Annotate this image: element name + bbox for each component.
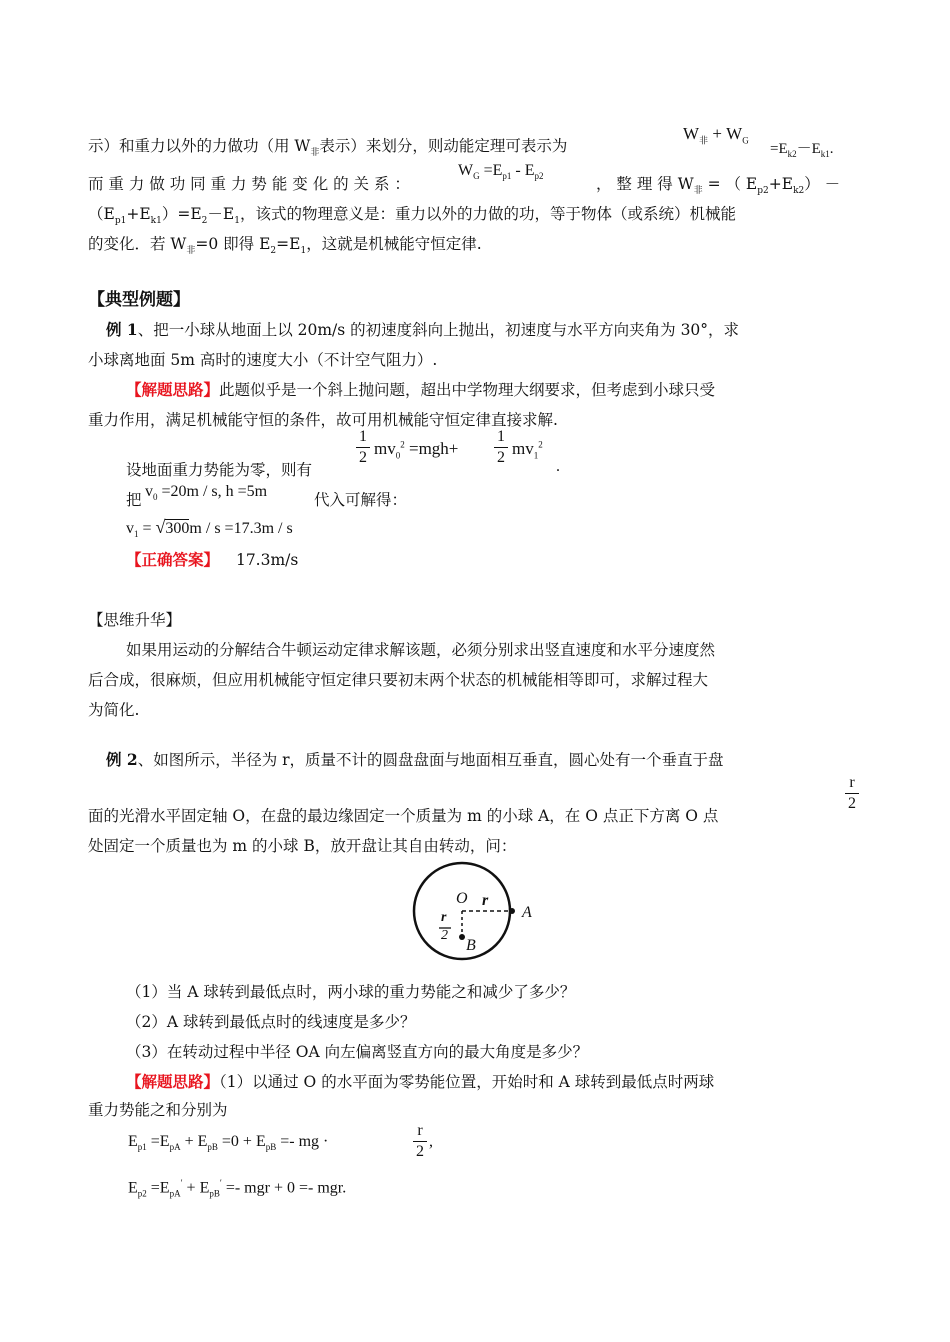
question-2: （2）A 球转到最低点时的线速度是多少？ bbox=[126, 1013, 416, 1031]
denominator: 2 bbox=[359, 449, 367, 466]
fraction-half-1 bbox=[356, 428, 370, 467]
numerator: r bbox=[849, 774, 855, 791]
prime: ′ bbox=[180, 1178, 183, 1188]
text: =20m / s, h =5m bbox=[157, 483, 268, 500]
subscript: 1 bbox=[134, 529, 139, 540]
radicand: 300 bbox=[165, 520, 190, 537]
subscript: 1 bbox=[300, 246, 307, 257]
text: mv bbox=[374, 439, 396, 458]
text: 、如图所示，半径为 r，质量不计的圆盘盘面与地面相互垂直，圆心处有一个垂直于盘 bbox=[137, 751, 724, 769]
subscript: 1 bbox=[533, 450, 539, 461]
text: 表示）来划分，则动能定理可表示为 bbox=[319, 137, 568, 155]
subscript: p1 bbox=[137, 1142, 147, 1153]
potential-energy-equation-1 bbox=[128, 1133, 328, 1152]
text: 示）和重力以外的力做功（用 W bbox=[88, 137, 311, 155]
text: =E bbox=[276, 235, 301, 253]
example-2-line-1 bbox=[106, 750, 724, 770]
text: =mgh+ bbox=[408, 439, 459, 458]
subscript: pA bbox=[169, 1142, 181, 1153]
label-fraction-r: r bbox=[441, 910, 447, 925]
equation-work-energy bbox=[683, 124, 749, 146]
text: 的变化．若 W bbox=[88, 235, 187, 253]
sublimation-line-3: 为简化. bbox=[88, 701, 140, 719]
example-1-set-text: 设地面重力势能为零，则有 bbox=[126, 461, 313, 479]
answer-label: 【正确答案】 bbox=[126, 551, 220, 569]
text: E bbox=[128, 1133, 138, 1150]
text: ）=E bbox=[161, 205, 202, 223]
disk-diagram bbox=[406, 860, 534, 970]
subscript: p2 bbox=[534, 171, 544, 182]
text: + E bbox=[182, 1179, 210, 1197]
subscript: p1 bbox=[502, 171, 512, 182]
subscript: G bbox=[473, 171, 480, 182]
prime: ′ bbox=[219, 1178, 222, 1188]
text: =E bbox=[146, 1133, 170, 1150]
intro-line-1 bbox=[88, 136, 567, 163]
example-1-line-1 bbox=[106, 320, 739, 340]
example-2-idea-line-2: 重力势能之和分别为 bbox=[88, 1101, 228, 1119]
example-2-idea-line-1 bbox=[126, 1072, 714, 1092]
subscript: 非 bbox=[693, 186, 703, 197]
numerator: 1 bbox=[359, 428, 367, 445]
potential-energy-equation-2 bbox=[128, 1178, 346, 1199]
text: = （ E bbox=[707, 175, 758, 193]
subscript: p2 bbox=[137, 1188, 147, 1199]
example-1-idea-line-2: 重力作用，满足机械能守恒的条件，故可用机械能守恒定律直接求解. bbox=[88, 411, 558, 429]
subscript: pB bbox=[209, 1188, 220, 1199]
substitution-values bbox=[145, 483, 267, 502]
equation-gravity-work bbox=[458, 162, 544, 181]
text: E bbox=[128, 1179, 138, 1197]
text: 而 重 力 做 功 同 重 力 势 能 变 化 的 关 系 ： bbox=[88, 175, 410, 193]
subscript: 0 bbox=[153, 492, 158, 503]
text: （E bbox=[88, 205, 115, 223]
energy-equation bbox=[374, 439, 458, 460]
intro-line-2-tail bbox=[596, 174, 840, 201]
superscript: 2 bbox=[400, 439, 405, 450]
subscript: k1 bbox=[150, 216, 162, 227]
label-O: O bbox=[456, 890, 468, 907]
text: v bbox=[126, 520, 134, 537]
subscript: 非 bbox=[186, 246, 196, 257]
intro-line-4 bbox=[88, 234, 482, 261]
text: －E bbox=[207, 205, 235, 223]
sublimation-line-1: 如果用运动的分解结合牛顿运动定律求解该题，必须分别求出竖直速度和水平分速度然 bbox=[126, 641, 716, 659]
denominator: 2 bbox=[848, 795, 856, 812]
superscript: 2 bbox=[538, 439, 543, 450]
example-1-substitute bbox=[126, 490, 142, 510]
subscript: 2 bbox=[201, 216, 208, 227]
result-equation bbox=[126, 517, 293, 539]
example-2-line-3: 处固定一个质量也为 m 的小球 B，放开盘让其自由转动，问： bbox=[88, 837, 517, 855]
text: + W bbox=[712, 124, 743, 143]
text: ， 整 理 得 W bbox=[596, 175, 694, 193]
subscript: 非 bbox=[310, 148, 320, 159]
text: +E bbox=[768, 175, 794, 193]
intro-line-2 bbox=[88, 174, 410, 194]
subscript: pB bbox=[207, 1142, 218, 1153]
text: 此题似乎是一个斜上抛问题，超出中学物理大纲要求，但考虑到小球只受 bbox=[219, 381, 716, 399]
subscript: pA bbox=[169, 1188, 181, 1199]
ball-A bbox=[509, 908, 515, 914]
subscript: pB bbox=[265, 1142, 277, 1153]
comma: , bbox=[429, 1133, 433, 1150]
text: =- mgr + 0 =- mgr. bbox=[221, 1179, 347, 1197]
text: ，这就是机械能守恒定律. bbox=[306, 235, 482, 253]
answer-value: 17.3m/s bbox=[235, 551, 299, 569]
example-label: 例 1 bbox=[106, 320, 138, 339]
solution-idea-label: 【解题思路】 bbox=[126, 1073, 220, 1091]
fraction-r-over-2-eq bbox=[413, 1122, 427, 1161]
subscript: G bbox=[742, 135, 749, 146]
fraction-half-2 bbox=[494, 428, 508, 467]
text: （1）以通过 O 的水平面为零势能位置，开始时和 A 球转到最低点时两球 bbox=[219, 1073, 715, 1091]
fraction-r-over-2 bbox=[845, 774, 859, 813]
text: =0 即得 E bbox=[195, 235, 271, 253]
subscript: p1 bbox=[114, 216, 127, 227]
example-1-substitute-tail: 代入可解得： bbox=[314, 491, 408, 509]
energy-equation-rhs bbox=[512, 439, 543, 460]
question-3: （3）在转动过程中半径 OA 向左偏离竖直方向的最大角度是多少？ bbox=[126, 1043, 589, 1061]
label-r: r bbox=[482, 892, 489, 909]
subscript: k2 bbox=[787, 149, 797, 159]
text: 、把一小球从地面上以 20m/s 的初速度斜向上抛出，初速度与水平方向夹角为 30°，求 bbox=[137, 321, 740, 339]
denominator: 2 bbox=[497, 449, 505, 466]
subscript: k1 bbox=[820, 149, 830, 159]
label-A: A bbox=[522, 904, 532, 921]
text: =E bbox=[770, 141, 788, 157]
example-label: 例 2 bbox=[106, 750, 138, 769]
text: - E bbox=[511, 162, 535, 179]
text: + E bbox=[180, 1133, 208, 1150]
subscript: 0 bbox=[395, 450, 401, 461]
label-fraction-2: 2 bbox=[441, 928, 448, 943]
text: = bbox=[138, 520, 152, 537]
text: W bbox=[683, 124, 700, 143]
text: =E bbox=[479, 162, 503, 179]
ball-B bbox=[459, 934, 465, 940]
period: . bbox=[556, 458, 560, 475]
intro-line-3 bbox=[88, 204, 736, 231]
example-1-line-2: 小球离地面 5m 高时的速度大小（不计空气阻力）. bbox=[88, 351, 438, 369]
example-1-answer bbox=[126, 550, 298, 570]
text: =0 + E bbox=[217, 1133, 266, 1150]
numerator: 1 bbox=[497, 428, 505, 445]
text: v bbox=[145, 483, 153, 500]
sublimation-line-2: 后合成，很麻烦，但应用机械能守恒定律只要初末两个状态的机械能相等即可，求解过程大 bbox=[88, 671, 709, 689]
question-1: （1）当 A 球转到最低点时，两小球的重力势能之和减少了多少？ bbox=[126, 983, 576, 1001]
text: 把 bbox=[126, 491, 142, 509]
solution-idea-label: 【解题思路】 bbox=[126, 381, 220, 399]
denominator: 2 bbox=[416, 1143, 424, 1160]
text: －E bbox=[796, 141, 821, 157]
text: +E bbox=[126, 205, 151, 223]
text: W bbox=[458, 162, 474, 179]
sqrt-icon: √ bbox=[155, 517, 166, 537]
text: =E bbox=[146, 1179, 170, 1197]
subscript: k2 bbox=[793, 186, 805, 197]
text: =- mg · bbox=[276, 1133, 329, 1150]
text: mv bbox=[512, 439, 534, 458]
text: . bbox=[829, 141, 834, 157]
subscript: 2 bbox=[270, 246, 277, 257]
subscript: p2 bbox=[757, 186, 769, 197]
label-B: B bbox=[466, 937, 476, 954]
text: ） － bbox=[804, 175, 841, 193]
section-title: 【典型例题】 bbox=[88, 290, 190, 310]
example-2-line-2: 面的光滑水平固定轴 O，在盘的最边缘固定一个质量为 m 的小球 A，在 O 点正下方离 O 点 bbox=[88, 807, 719, 825]
text: m / s =17.3m / s bbox=[189, 520, 293, 537]
sublimation-title: 【思维升华】 bbox=[88, 611, 182, 629]
example-1-idea-line-1 bbox=[126, 380, 715, 400]
subscript: 非 bbox=[699, 135, 709, 146]
numerator: r bbox=[417, 1122, 423, 1139]
equation-work-energy-rhs bbox=[770, 137, 834, 159]
text: ，该式的物理意义是：重力以外的力做的功，等于物体（或系统）机械能 bbox=[239, 205, 736, 223]
subscript: 1 bbox=[234, 216, 240, 227]
